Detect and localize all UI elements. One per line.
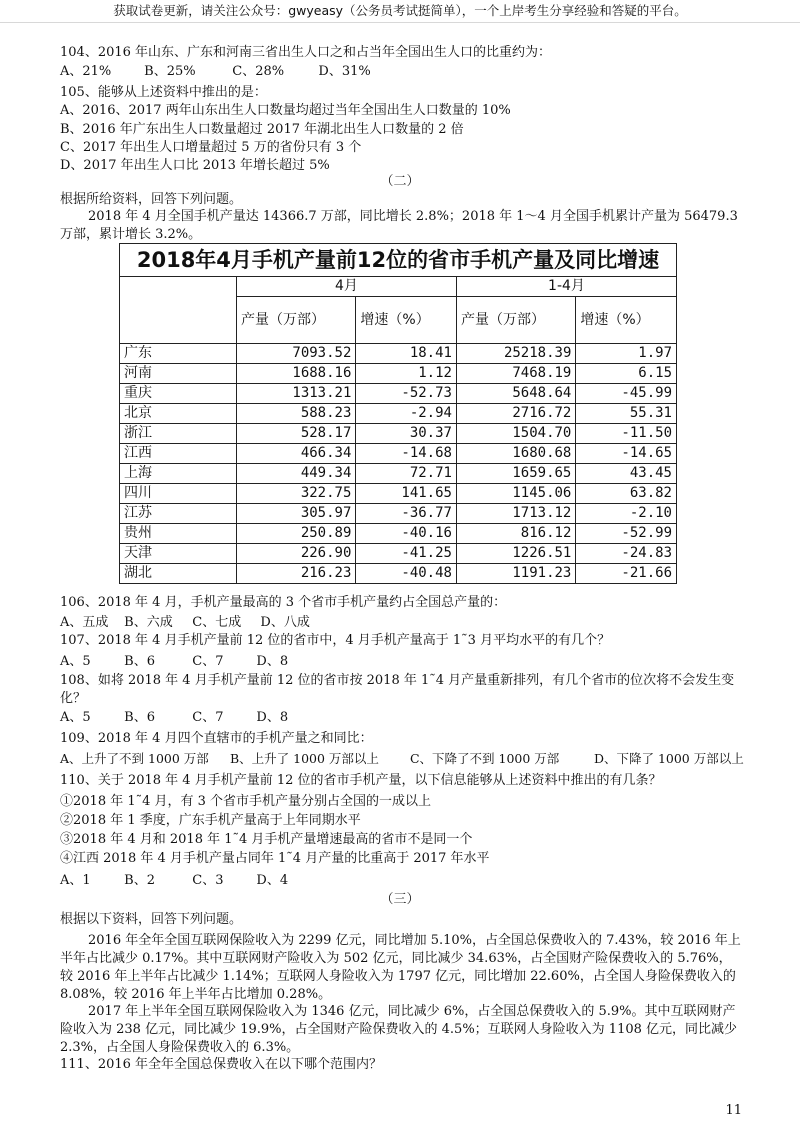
apr-growth-cell: -52.73 (356, 384, 457, 404)
question-105-option-d: D、2017 年出生人口比 2013 年增长超过 5% (60, 158, 330, 173)
question-106: 106、2018 年 4 月，手机产量最高的 3 个省市手机产量约占全国总产量的： (60, 595, 507, 610)
ytd-output-cell: 2716.72 (456, 404, 575, 424)
province-cell: 四川 (120, 484, 237, 504)
section-3-heading: （三） (380, 892, 420, 907)
apr-growth-cell: -40.16 (356, 524, 457, 544)
ytd-growth-cell: 43.45 (576, 464, 677, 484)
apr-output-cell: 528.17 (237, 424, 356, 444)
table-row (120, 384, 677, 404)
ytd-growth-cell: -52.99 (576, 524, 677, 544)
ytd-output-cell: 1659.65 (456, 464, 575, 484)
apr-output-cell: 466.34 (237, 444, 356, 464)
ytd-output-cell: 1145.06 (456, 484, 575, 504)
option-d: D、8 (256, 654, 289, 669)
col-header-ytd-output: 产量（万部） (456, 297, 575, 344)
option-c: C、7 (192, 710, 224, 725)
option-a: A、上升了不到 1000 万部 (60, 751, 209, 766)
option-d: D、八成 (260, 615, 310, 630)
apr-output-cell: 322.75 (237, 484, 356, 504)
apr-growth-cell: -2.94 (356, 404, 457, 424)
option-b: B、6 (124, 710, 155, 725)
apr-output-cell: 449.34 (237, 464, 356, 484)
province-cell: 重庆 (120, 384, 237, 404)
group-header-april: 4月 (237, 277, 457, 297)
option-a: A、21% (60, 64, 112, 79)
province-cell: 湖北 (120, 564, 237, 584)
question-111: 111、2016 年全年全国总保费收入在以下哪个范围内？ (60, 1057, 383, 1072)
ytd-output-cell: 5648.64 (456, 384, 575, 404)
apr-output-cell: 7093.52 (237, 344, 356, 364)
option-b: B、6 (124, 654, 155, 669)
apr-output-cell: 1313.21 (237, 384, 356, 404)
ytd-growth-cell: -11.50 (576, 424, 677, 444)
ytd-growth-cell: -24.83 (576, 544, 677, 564)
table-corner-cell (120, 277, 237, 344)
table-row (120, 424, 677, 444)
ytd-growth-cell: 6.15 (576, 364, 677, 384)
question-109-options (60, 750, 744, 768)
option-c: C、七成 (192, 615, 242, 630)
apr-output-cell: 250.89 (237, 524, 356, 544)
table-row (120, 364, 677, 384)
apr-growth-cell: 18.41 (356, 344, 457, 364)
province-cell: 天津 (120, 544, 237, 564)
province-cell: 北京 (120, 404, 237, 424)
col-header-apr-growth: 增速（%） (356, 297, 457, 344)
ytd-growth-cell: -21.66 (576, 564, 677, 584)
question-104: 104、2016 年山东、广东和河南三省出生人口之和占当年全国出生人口的比重约为： (60, 45, 552, 60)
section-2-intro: 根据所给资料，回答下列问题。 (60, 192, 243, 207)
table-row (120, 504, 677, 524)
apr-output-cell: 1688.16 (237, 364, 356, 384)
province-cell: 浙江 (120, 424, 237, 444)
option-d: D、8 (256, 710, 289, 725)
ytd-output-cell: 1713.12 (456, 504, 575, 524)
option-d: D、4 (256, 873, 289, 888)
ytd-output-cell: 816.12 (456, 524, 575, 544)
question-108-cont: 化？ (60, 691, 87, 706)
phone-output-table (119, 243, 677, 584)
option-b: B、2 (124, 873, 155, 888)
option-a: A、1 (60, 873, 91, 888)
apr-growth-cell: -41.25 (356, 544, 457, 564)
question-108: 108、如将 2018 年 4 月手机产量前 12 位的省市按 2018 年 1˜4 月产量重新排列，有几个省市的位次将不会发生变 (60, 673, 735, 688)
province-cell: 江西 (120, 444, 237, 464)
ytd-output-cell: 7468.19 (456, 364, 575, 384)
apr-output-cell: 305.97 (237, 504, 356, 524)
group-header-jan-apr: 1-4月 (456, 277, 676, 297)
question-105-option-a: A、2016、2017 两年山东出生人口数量均超过当年全国出生人口数量的 10% (60, 103, 511, 118)
option-a: A、5 (60, 710, 91, 725)
apr-growth-cell: -36.77 (356, 504, 457, 524)
ytd-growth-cell: -2.10 (576, 504, 677, 524)
table-row (120, 344, 677, 364)
question-110: 110、关于 2018 年 4 月手机产量前 12 位的省市手机产量，以下信息能够从上述资料中推出的有几条？ (60, 773, 662, 788)
province-cell: 上海 (120, 464, 237, 484)
apr-output-cell: 588.23 (237, 404, 356, 424)
table-row (120, 524, 677, 544)
section-2-paragraph: 2018 年 4 月全国手机产量达 14366.7 万部，同比增长 2.8%；2018 年 1～4 月全国手机累计产量为 56479.3 万部，累计增长 3.2%。 (60, 209, 738, 242)
page-banner: 获取试卷更新，请关注公众号：gwyeasy（公务员考试挺简单），一个上岸考生分享经验和答疑的平台。 (0, 0, 800, 23)
section-3-paragraph-2: 2017 年上半年全国互联网保险收入为 1346 亿元，同比减少 6%，占全国总保费收入的 5.9%。其中互联网财产险收入为 238 亿元，同比减少 19.9%，占全国财产险保费收入的 4.5%；互联网人身险收入为 1108 亿元，同比减少 2.3%，占全国人身险保费收入的 6.3%。 (60, 1004, 738, 1055)
question-105: 105、能够从上述资料中推出的是： (60, 85, 267, 100)
apr-growth-cell: 1.12 (356, 364, 457, 384)
ytd-growth-cell: -14.65 (576, 444, 677, 464)
option-b: B、六成 (124, 615, 173, 630)
question-105-option-c: C、2017 年出生人口增量超过 5 万的省份只有 3 个 (60, 140, 362, 155)
table-row (120, 464, 677, 484)
ytd-output-cell: 1680.68 (456, 444, 575, 464)
ytd-output-cell: 1191.23 (456, 564, 575, 584)
province-cell: 河南 (120, 364, 237, 384)
option-a: A、五成 (60, 615, 109, 630)
question-106-options (60, 614, 740, 632)
table-row (120, 544, 677, 564)
question-105-option-b: B、2016 年广东出生人口数量超过 2017 年湖北出生人口数量的 2 倍 (60, 122, 464, 137)
ytd-growth-cell: 1.97 (576, 344, 677, 364)
section-2-heading: （二） (380, 174, 420, 189)
apr-growth-cell: -40.48 (356, 564, 457, 584)
question-110-item-2: ②2018 年 1 季度，广东手机产量高于上年同期水平 (60, 813, 361, 828)
question-110-item-1: ①2018 年 1˜4 月，有 3 个省市手机产量分别占全国的一成以上 (60, 794, 432, 809)
col-header-ytd-growth: 增速（%） (576, 297, 677, 344)
table-row (120, 404, 677, 424)
apr-growth-cell: 72.71 (356, 464, 457, 484)
question-109: 109、2018 年 4 月四个直辖市的手机产量之和同比： (60, 731, 373, 746)
question-107: 107、2018 年 4 月手机产量前 12 位的省市中，4 月手机产量高于 1˜3 月平均水平的有几个？ (60, 633, 611, 648)
ytd-output-cell: 25218.39 (456, 344, 575, 364)
table-title: 2018年4月手机产量前12位的省市手机产量及同比增速 (120, 244, 677, 277)
apr-output-cell: 216.23 (237, 564, 356, 584)
table-row (120, 444, 677, 464)
section-3-paragraph-1: 2016 年全年全国互联网保险收入为 2299 亿元，同比增加 5.10%，占全国总保费收入的 7.43%，较 2016 年上半年占比减少 0.17%。其中互联网财产险收入为 502 亿元，同比减少 34.63%，占全国财产险保费收入的 5.76%，较 2016 年上半年占比减少 1.14%；互联网人身险收入为 1797 亿元，同比增加 22.60%，占全国人身险保费收入的 8.08%，较 2016 年上半年占比增加 0.28%。 (60, 933, 741, 1002)
option-b: B、25% (144, 64, 196, 79)
option-b: B、上升了 1000 万部以上 (229, 751, 379, 766)
option-d: D、下降了 1000 万部以上 (593, 751, 744, 766)
ytd-output-cell: 1504.70 (456, 424, 575, 444)
question-110-options (60, 872, 740, 890)
col-header-apr-output: 产量（万部） (237, 297, 356, 344)
question-108-options (60, 709, 740, 727)
page-number: 11 (725, 1103, 742, 1118)
question-110-item-4: ④江西 2018 年 4 月手机产量占同年 1˜4 月产量的比重高于 2017 年水平 (60, 851, 490, 866)
option-c: C、下降了不到 1000 万部 (409, 751, 560, 766)
question-110-item-3: ③2018 年 4 月和 2018 年 1˜4 月手机产量增速最高的省市不是同一个 (60, 832, 473, 847)
option-c: C、28% (232, 64, 285, 79)
province-cell: 广东 (120, 344, 237, 364)
province-cell: 江苏 (120, 504, 237, 524)
apr-growth-cell: -14.68 (356, 444, 457, 464)
ytd-growth-cell: -45.99 (576, 384, 677, 404)
section-3-intro: 根据以下资料，回答下列问题。 (60, 912, 243, 927)
ytd-output-cell: 1226.51 (456, 544, 575, 564)
apr-growth-cell: 141.65 (356, 484, 457, 504)
table-row (120, 564, 677, 584)
table-row (120, 484, 677, 504)
question-107-options (60, 653, 740, 671)
option-c: C、7 (192, 654, 224, 669)
province-cell: 贵州 (120, 524, 237, 544)
option-a: A、5 (60, 654, 91, 669)
question-104-options (60, 63, 740, 81)
apr-output-cell: 226.90 (237, 544, 356, 564)
apr-growth-cell: 30.37 (356, 424, 457, 444)
ytd-growth-cell: 55.31 (576, 404, 677, 424)
option-c: C、3 (192, 873, 224, 888)
option-d: D、31% (318, 64, 371, 79)
ytd-growth-cell: 63.82 (576, 484, 677, 504)
